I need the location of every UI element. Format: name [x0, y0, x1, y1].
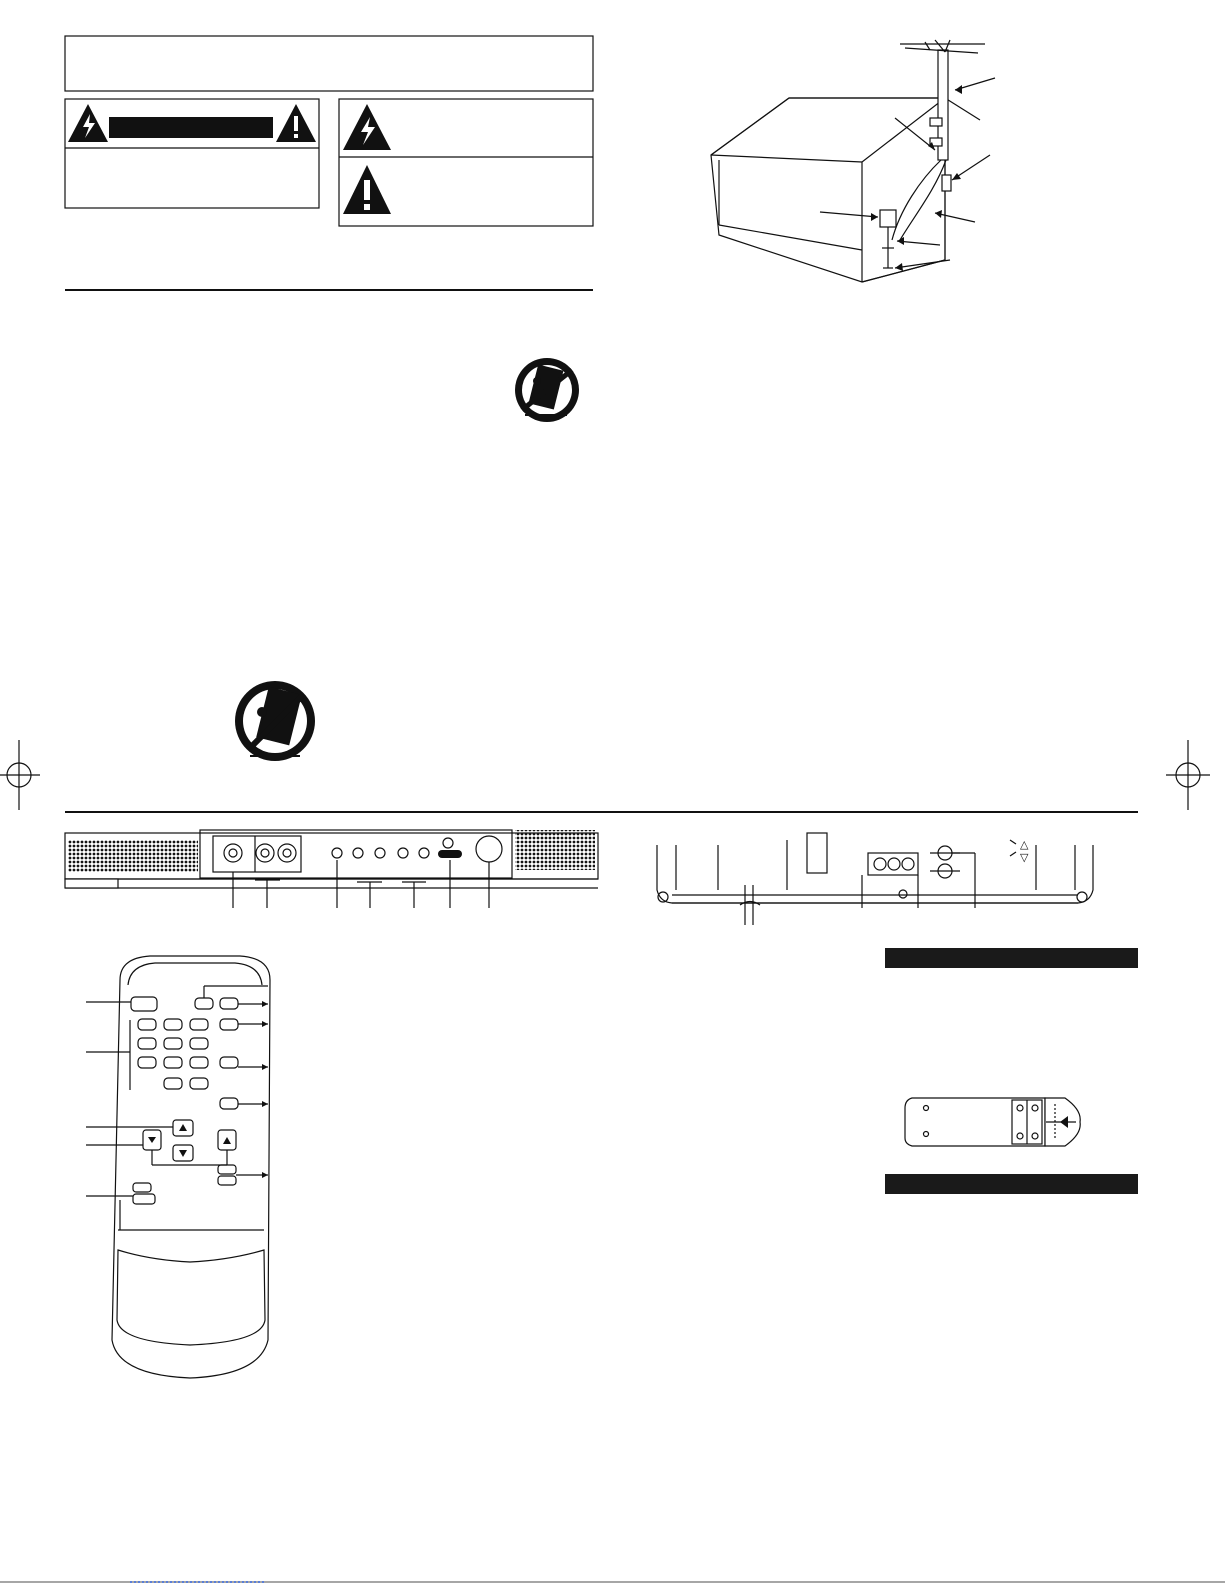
exclamation-triangle-icon [343, 165, 391, 214]
lightning-triangle-icon [343, 104, 391, 150]
arrow-down-symbol: ▽ [1020, 851, 1029, 864]
cart-tipover-symbol [515, 358, 579, 422]
section-header-bar [885, 1174, 1138, 1194]
antenna-grounding-diagram [711, 40, 995, 282]
speaker-grille-right [515, 830, 595, 870]
cart-tipover-symbol [235, 681, 315, 761]
section-header-bar [885, 948, 1138, 968]
caution-header-box [65, 36, 593, 91]
caution-label-bar [109, 117, 273, 138]
arrow-up-symbol: △ [1020, 838, 1029, 851]
number-keypad [138, 1019, 238, 1089]
lightning-triangle-icon [68, 104, 108, 142]
speaker-grille-left [68, 840, 198, 872]
battery-compartment-diagram [905, 1098, 1080, 1146]
crosshair-registration-mark [1166, 740, 1210, 810]
caution-box-right [339, 99, 593, 226]
crosshair-registration-mark [0, 740, 40, 810]
tv-rear-panel-diagram [657, 833, 1093, 925]
remote-control-diagram [86, 956, 270, 1378]
caution-box-left [65, 99, 319, 208]
exclamation-triangle-icon [276, 104, 316, 142]
tv-front-panel-diagram [65, 830, 598, 908]
